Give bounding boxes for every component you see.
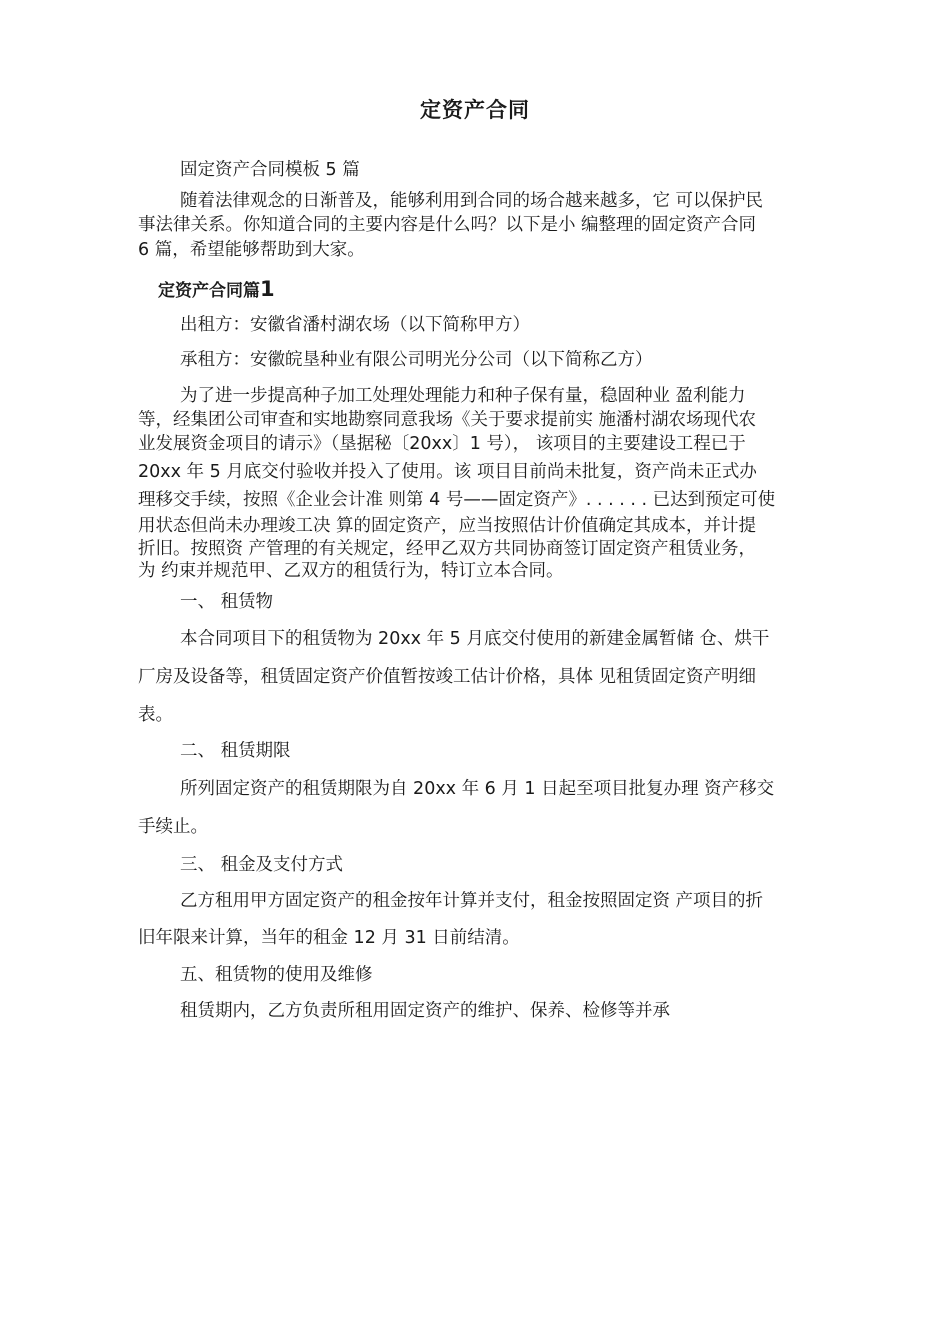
- section-line: 表。: [138, 705, 173, 725]
- preamble-line: 折旧。按照资 产管理的有关规定，经甲乙双方共同协商签订固定资产租赁业务，: [138, 539, 757, 559]
- chapter-heading: [158, 277, 275, 303]
- section-title: 五、租赁物的使用及维修: [180, 965, 373, 985]
- preamble-line: 用状态但尚未办理竣工决 算的固定资产，应当按照估计价值确定其成本，并计提: [138, 516, 757, 536]
- chapter-heading-text: 定资产合同篇: [158, 281, 260, 301]
- section-line: 旧年限来计算，当年的租金 12 月 31 日前结清。: [138, 928, 520, 948]
- preamble-line: 为了进一步提高种子加工处理处理能力和种子保有量，稳固种业 盈利能力: [180, 386, 746, 406]
- section-line: 租赁期内，乙方负责所租用固定资产的维护、保养、检修等并承: [180, 1001, 670, 1021]
- section-line: 手续止。: [138, 817, 208, 837]
- section-line: 所列固定资产的租赁期限为自 20xx 年 6 月 1 日起至项目批复办理 资产移交: [180, 779, 775, 799]
- lessor-line: 出租方：安徽省潘村湖农场（以下简称甲方）: [180, 315, 530, 335]
- document-title: 定资产合同: [420, 98, 530, 122]
- intro-line: 6 篇，希望能够帮助到大家。: [138, 240, 365, 260]
- intro-line: 事法律关系。你知道合同的主要内容是什么吗？以下是小 编整理的固定资产合同: [138, 215, 757, 235]
- preamble-line: 为 约束并规范甲、乙双方的租赁行为，特订立本合同。: [138, 561, 564, 581]
- preamble-line: 理移交手续，按照《企业会计准 则第 4 号——固定资产》. . . . . . 已达到预定可使: [138, 490, 776, 510]
- intro-line: 随着法律观念的日渐普及，能够利用到合同的场合越来越多，它 可以保护民: [180, 191, 764, 211]
- section-title: 三、 租金及支付方式: [180, 855, 344, 875]
- preamble-line: 20xx 年 5 月底交付验收并投入了使用。该 项目目前尚未批复，资产尚未正式办: [138, 462, 757, 482]
- section-title: 二、 租赁期限: [180, 741, 291, 761]
- lessee-line: 承租方：安徽皖垦种业有限公司明光分公司（以下简称乙方）: [180, 350, 653, 370]
- section-line: 本合同项目下的租赁物为 20xx 年 5 月底交付使用的新建金属暂储 仓、烘干: [180, 629, 770, 649]
- chapter-heading-number: 1: [260, 277, 275, 301]
- preamble-line: 等，经集团公司审查和实地勘察同意我场《关于要求提前实 施潘村湖农场现代农: [138, 410, 757, 430]
- section-line: 厂房及设备等，租赁固定资产价值暂按竣工估计价格，具体 见租赁固定资产明细: [138, 667, 757, 687]
- section-line: 乙方租用甲方固定资产的租金按年计算并支付，租金按照固定资 产项目的折: [180, 891, 764, 911]
- preamble-line: 业发展资金项目的请示》（垦据秘〔20xx〕1 号）， 该项目的主要建设工程已于: [138, 434, 746, 454]
- section-title: 一、 租赁物: [180, 592, 274, 612]
- document-subtitle: 固定资产合同模板 5 篇: [180, 160, 360, 180]
